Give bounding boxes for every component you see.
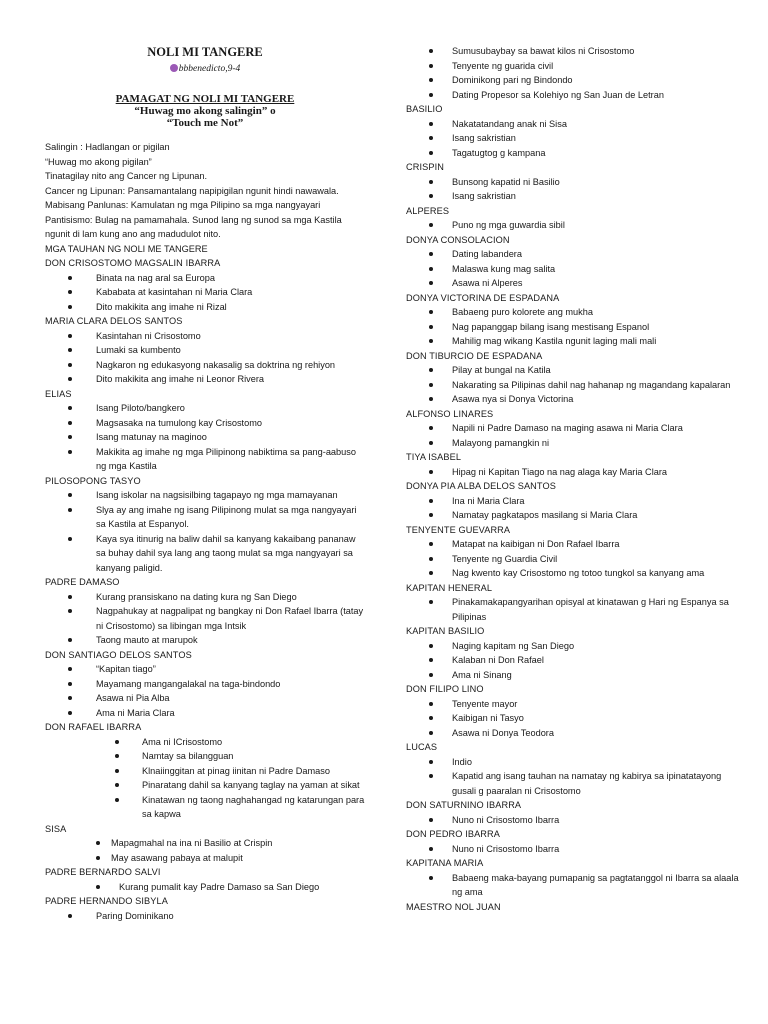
trait-list bbox=[406, 421, 746, 450]
trait-list bbox=[406, 755, 746, 799]
trait-item: Sumusubaybay sa bawat kilos ni Crisostomo bbox=[406, 44, 746, 59]
trait-list bbox=[406, 247, 746, 291]
trait-item: Tenyente mayor bbox=[406, 697, 746, 712]
trait-item: Lumaki sa kumbento bbox=[45, 343, 365, 358]
trait-item: Nag kwento kay Crisostomo ng totoo tungkol sa kanyang ama bbox=[406, 566, 746, 581]
character-name: PILOSOPONG TASYO bbox=[45, 475, 141, 486]
intro-line: “Huwag mo akong pigilan” bbox=[45, 156, 152, 167]
trait-list bbox=[45, 590, 365, 648]
trait-item: Magsasaka na tumulong kay Crisostomo bbox=[45, 416, 365, 431]
trait-list bbox=[45, 401, 365, 474]
trait-list bbox=[406, 639, 746, 683]
trait-item: Isang Piloto/bangkero bbox=[45, 401, 365, 416]
character-name: BASILIO bbox=[406, 104, 443, 114]
character-name: KAPITAN BASILIO bbox=[406, 626, 485, 636]
character-name: DONYA CONSOLACION bbox=[406, 234, 510, 245]
character-name: DONYA PIA ALBA DELOS SANTOS bbox=[406, 481, 556, 491]
heading-line-2: “Touch me Not” bbox=[166, 117, 244, 129]
trait-item: Malayong pamangkin ni bbox=[406, 436, 746, 451]
character-name: TENYENTE GUEVARRA bbox=[406, 524, 511, 535]
trait-item: Puno ng mga guwardia sibil bbox=[406, 218, 746, 233]
trait-item: Kalaban ni Don Rafael bbox=[406, 653, 746, 668]
trait-list bbox=[406, 871, 746, 900]
trait-item: Dito makikita ang imahe ni Leonor Rivera bbox=[45, 372, 365, 387]
trait-list bbox=[45, 880, 365, 895]
trait-item: Pinakamakapangyarihan opisyal at kinatawan g Hari ng Espanya sa Pilipinas bbox=[406, 595, 746, 624]
trait-item: Nuno ni Crisostomo Ibarra bbox=[406, 842, 746, 857]
author-name: bbbenedicto,9-4 bbox=[178, 64, 241, 74]
trait-item: Nagkaron ng edukasyong nakasalig sa doktrina ng rehiyon bbox=[45, 358, 365, 373]
intro-line: Salingin : Hadlangan or pigilan bbox=[45, 142, 170, 152]
trait-list bbox=[45, 329, 365, 387]
trait-item: Nuno ni Crisostomo Ibarra bbox=[406, 813, 746, 828]
trait-list bbox=[45, 836, 365, 865]
trait-item: Babaeng maka-bayang pumapanig sa pagtatanggol ni Ibarra sa alaala ng ama bbox=[406, 871, 746, 900]
trait-list bbox=[406, 813, 746, 828]
document-title: NOLI MI TANGERE bbox=[147, 45, 263, 59]
left-column bbox=[45, 0, 365, 923]
character-name: DON CRISOSTOMO MAGSALIN IBARRA bbox=[45, 258, 221, 268]
trait-item: Mapagmahal na ina ni Basilio at Crispin bbox=[45, 836, 365, 851]
trait-item: Asawa ni Donya Teodora bbox=[406, 726, 746, 741]
trait-item: Isang sakristian bbox=[406, 189, 746, 204]
intro-line: Tinatagilay nito ang Cancer ng Lipunan. bbox=[45, 171, 208, 181]
character-name: DON FILIPO LINO bbox=[406, 684, 484, 694]
trait-item: May asawang pabaya at malupit bbox=[45, 851, 365, 866]
character-name: PADRE BERNARDO SALVI bbox=[45, 867, 161, 877]
trait-item: Tagatugtog g kampana bbox=[406, 146, 746, 161]
trait-item: Binata na nag aral sa Europa bbox=[45, 271, 365, 286]
character-name: DON SATURNINO IBARRA bbox=[406, 800, 522, 810]
intro-line: MGA TAUHAN NG NOLI ME TANGERE bbox=[45, 243, 208, 254]
character-name: ALPERES bbox=[406, 205, 450, 216]
trait-item: “Kapitan tiago” bbox=[45, 662, 365, 677]
trait-item: Pinaratang dahil sa kanyang taglay na yaman at sikat bbox=[45, 778, 365, 793]
heading-line-1: “Huwag mo akong salingin” o bbox=[134, 105, 276, 117]
trait-list bbox=[45, 735, 365, 822]
trait-item: Kasintahan ni Crisostomo bbox=[45, 329, 365, 344]
character-name: PADRE HERNANDO SIBYLA bbox=[45, 896, 168, 906]
character-name: DONYA VICTORINA DE ESPADANA bbox=[406, 292, 560, 303]
character-name: TIYA ISABEL bbox=[406, 452, 462, 462]
character-name: CRISPIN bbox=[406, 162, 444, 172]
trait-item: Pilay at bungal na Katila bbox=[406, 363, 746, 378]
trait-item: Indio bbox=[406, 755, 746, 770]
trait-list bbox=[45, 271, 365, 315]
trait-item: Isang iskolar na nagsisilbing tagapayo ng mga mamayanan bbox=[45, 488, 365, 503]
trait-item: Tenyente ng guarida civil bbox=[406, 59, 746, 74]
intro-line: Mabisang Panlunas: Kamulatan ng mga Pilipino sa mga nangyayari bbox=[45, 200, 321, 210]
trait-item: Namtay sa bilangguan bbox=[45, 749, 365, 764]
trait-item: Kurang pumalit kay Padre Damaso sa San Diego bbox=[45, 880, 365, 895]
character-name: MARIA CLARA DELOS SANTOS bbox=[45, 316, 183, 326]
trait-item: Makikita ag imahe ng mga Pilipinong nabiktima sa pang-aabuso ng mga Kastila bbox=[45, 445, 365, 474]
trait-item: Paring Dominikano bbox=[45, 909, 365, 924]
trait-item: Dominikong pari ng Bindondo bbox=[406, 73, 746, 88]
author-icon bbox=[170, 64, 178, 72]
intro-section bbox=[45, 140, 365, 256]
trait-item: Isang matunay na maginoo bbox=[45, 430, 365, 445]
trait-item: Isang sakristian bbox=[406, 131, 746, 146]
trait-item: Ama ni Sinang bbox=[406, 668, 746, 683]
trait-item: Napili ni Padre Damaso na maging asawa ni Maria Clara bbox=[406, 421, 746, 436]
trait-item: Dating Propesor sa Kolehiyo ng San Juan de Letran bbox=[406, 88, 746, 103]
trait-item: Asawa nya si Donya Victorina bbox=[406, 392, 746, 407]
character-name: DON TIBURCIO DE ESPADANA bbox=[406, 350, 543, 361]
intro-line: Pantisismo: Bulag na pamamahala. Sunod lang ng sunod sa mga Kastila ngunit di lam kung ano ang madudulot nito. bbox=[45, 214, 342, 239]
trait-item: Slya ay ang imahe ng isang Pilipinong mulat sa mga nangyayari sa Kastila at Espanyol. bbox=[45, 503, 365, 532]
trait-item: Mayamang mangangalakal na taga-bindondo bbox=[45, 677, 365, 692]
character-name: ALFONSO LINARES bbox=[406, 408, 494, 419]
trait-item: Nakarating sa Pilipinas dahil nag hahanap ng magandang kapalaran bbox=[406, 378, 746, 393]
character-name: SISA bbox=[45, 823, 67, 834]
author-line bbox=[45, 64, 365, 74]
trait-item: Matapat na kaibigan ni Don Rafael Ibarra bbox=[406, 537, 746, 552]
character-name: KAPITAN HENERAL bbox=[406, 582, 493, 593]
trait-list bbox=[406, 595, 746, 624]
trait-item: Nag papanggap bilang isang mestisang Espanol bbox=[406, 320, 746, 335]
trait-item: Mahilig mag wikang Kastila ngunit laging mali mali bbox=[406, 334, 746, 349]
character-name: DON SANTIAGO DELOS SANTOS bbox=[45, 649, 192, 660]
trait-item: Klnaiinggitan at pinag iinitan ni Padre Damaso bbox=[45, 764, 365, 779]
trait-list bbox=[406, 305, 746, 349]
trait-item: Kaibigan ni Tasyo bbox=[406, 711, 746, 726]
heading-block bbox=[45, 93, 365, 129]
trait-item: Kinatawan ng taong naghahangad ng katarungan para sa kapwa bbox=[45, 793, 365, 822]
trait-item: Bunsong kapatid ni Basilio bbox=[406, 175, 746, 190]
trait-item: Asawa ni Alperes bbox=[406, 276, 746, 291]
trait-item: Tenyente ng Guardia Civil bbox=[406, 552, 746, 567]
trait-item: Nagpahukay at nagpalipat ng bangkay ni Don Rafael Ibarra (tatay ni Crisostomo) sa libingan mga Intsik bbox=[45, 604, 365, 633]
trait-item: Asawa ni Pia Alba bbox=[45, 691, 365, 706]
trait-item: Dating labandera bbox=[406, 247, 746, 262]
trait-list bbox=[45, 909, 365, 924]
trait-list bbox=[406, 697, 746, 741]
trait-list bbox=[406, 494, 746, 523]
character-name: DON RAFAEL IBARRA bbox=[45, 722, 142, 732]
character-name: PADRE DAMASO bbox=[45, 577, 120, 587]
right-column bbox=[406, 0, 746, 914]
trait-list bbox=[406, 465, 746, 480]
character-name: MAESTRO NOL JUAN bbox=[406, 901, 501, 912]
character-name: DON PEDRO IBARRA bbox=[406, 829, 500, 839]
trait-list bbox=[406, 363, 746, 407]
trait-item: Hipag ni Kapitan Tiago na nag alaga kay Maria Clara bbox=[406, 465, 746, 480]
trait-item: Taong mauto at marupok bbox=[45, 633, 365, 648]
trait-list bbox=[406, 117, 746, 161]
trait-list bbox=[406, 842, 746, 857]
trait-item: Kababata at kasintahan ni Maria Clara bbox=[45, 285, 365, 300]
right-top-list bbox=[406, 44, 746, 102]
character-name: LUCAS bbox=[406, 742, 438, 752]
trait-item: Kapatid ang isang tauhan na namatay ng kabirya sa ipinatatayong gusali g paaralan ni Crisostomo bbox=[406, 769, 746, 798]
trait-list bbox=[406, 218, 746, 233]
character-name: ELIAS bbox=[45, 388, 72, 399]
trait-list bbox=[406, 175, 746, 204]
trait-list bbox=[45, 488, 365, 575]
trait-item: Malaswa kung mag salita bbox=[406, 262, 746, 277]
trait-item: Kurang pransiskano na dating kura ng San Diego bbox=[45, 590, 365, 605]
trait-item: Nakatatandang anak ni Sisa bbox=[406, 117, 746, 132]
intro-line: Cancer ng Lipunan: Pansamantalang napipigilan ngunit hindi nawawala. bbox=[45, 185, 339, 196]
trait-item: Naging kapitam ng San Diego bbox=[406, 639, 746, 654]
trait-item: Kaya sya itinurig na baliw dahil sa kanyang kakaibang pananaw sa buhay dahil sya lang ang taong mulat sa mga nangyayari sa kanyang paligid. bbox=[45, 532, 365, 576]
character-name: KAPITANA MARIA bbox=[406, 858, 484, 868]
trait-item: Ama ni ICrisostomo bbox=[45, 735, 365, 750]
heading-title: PAMAGAT NG NOLI MI TANGERE bbox=[115, 93, 295, 105]
trait-list bbox=[45, 662, 365, 720]
left-sections bbox=[45, 256, 365, 923]
trait-item: Dito makikita ang imahe ni Rizal bbox=[45, 300, 365, 315]
trait-item: Babaeng puro kolorete ang mukha bbox=[406, 305, 746, 320]
trait-item: Ina ni Maria Clara bbox=[406, 494, 746, 509]
trait-list bbox=[406, 537, 746, 581]
trait-item: Namatay pagkatapos masilang si Maria Clara bbox=[406, 508, 746, 523]
right-sections bbox=[406, 102, 746, 914]
trait-item: Ama ni Maria Clara bbox=[45, 706, 365, 721]
